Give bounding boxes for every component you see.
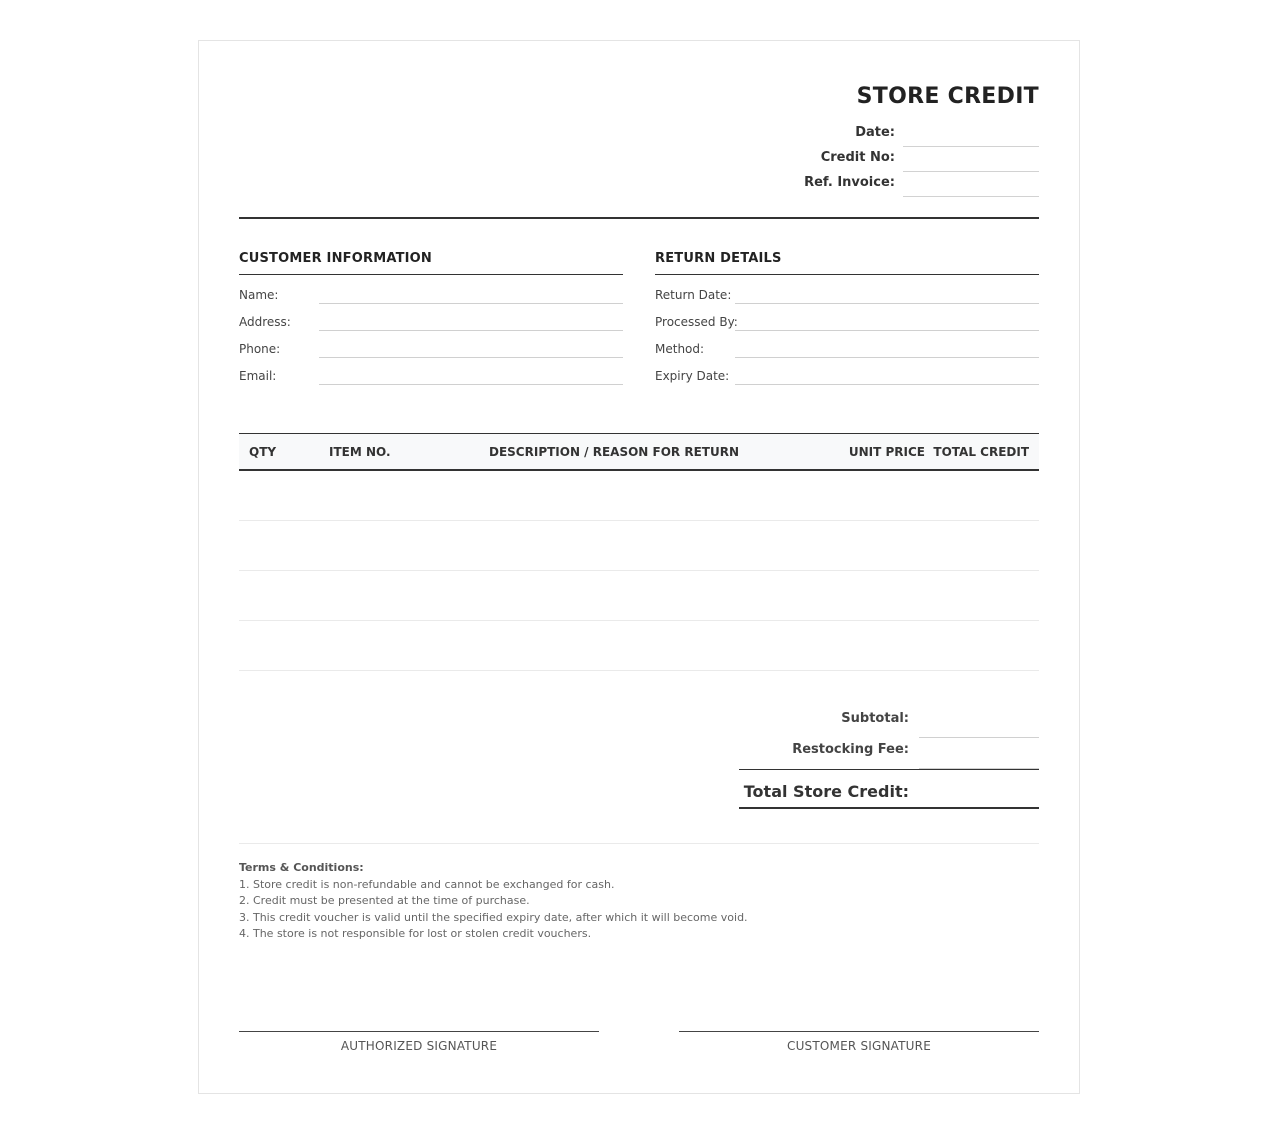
date-row — [739, 122, 1039, 147]
total-store-credit-field[interactable] — [919, 780, 1039, 800]
table-row[interactable] — [239, 521, 1039, 571]
return-details-title: RETURN DETAILS — [655, 251, 1039, 275]
customer-name-label: Name: — [239, 288, 279, 302]
return-details-section — [655, 251, 1039, 383]
terms-item: 3. This credit voucher is valid until the specified expiry date, after which it will become void. — [239, 910, 748, 924]
table-row[interactable] — [239, 571, 1039, 621]
date-label: Date: — [855, 125, 895, 140]
column-header-qty: QTY — [249, 445, 277, 459]
customer-email-field[interactable] — [319, 384, 623, 385]
column-header-total-credit: TOTAL CREDIT — [933, 445, 1029, 459]
terms-item: 1. Store credit is non-refundable and cannot be exchanged for cash. — [239, 877, 615, 891]
subtotal-label: Subtotal: — [841, 711, 909, 726]
column-header-item-no: ITEM NO. — [329, 445, 391, 459]
terms-item: 2. Credit must be presented at the time of purchase. — [239, 894, 530, 907]
ref-invoice-field[interactable] — [903, 196, 1039, 197]
terms-title: Terms & Conditions: — [239, 861, 364, 874]
return-date-label: Return Date: — [655, 288, 732, 302]
store-credit-document — [198, 40, 1080, 1094]
subtotal-row — [739, 707, 1039, 738]
processed-by-row — [655, 302, 1039, 329]
customer-signature-line[interactable] — [679, 1031, 1039, 1053]
table-row[interactable] — [239, 471, 1039, 521]
customer-phone-row — [239, 329, 623, 356]
customer-name-row — [239, 275, 623, 302]
expiry-date-label: Expiry Date: — [655, 369, 730, 383]
authorized-signature-line[interactable] — [239, 1031, 599, 1053]
column-header-description: DESCRIPTION / REASON FOR RETURN — [489, 445, 739, 459]
customer-information-title: CUSTOMER INFORMATION — [239, 251, 623, 275]
table-row[interactable] — [239, 621, 1039, 671]
document-title: STORE CREDIT — [856, 84, 1039, 109]
customer-information-section — [239, 251, 623, 383]
processed-by-label: Processed By: — [655, 315, 738, 329]
customer-email-row — [239, 356, 623, 383]
customer-phone-label: Phone: — [239, 342, 281, 356]
customer-address-row — [239, 302, 623, 329]
method-row — [655, 329, 1039, 356]
terms-divider — [239, 843, 1039, 844]
ref-invoice-row — [739, 172, 1039, 197]
credit-no-label: Credit No: — [820, 150, 895, 165]
customer-address-label: Address: — [239, 315, 291, 329]
ref-invoice-label: Ref. Invoice: — [804, 175, 895, 190]
method-label: Method: — [655, 342, 705, 356]
customer-signature-label: CUSTOMER SIGNATURE — [787, 1039, 931, 1053]
authorized-signature-label: AUTHORIZED SIGNATURE — [340, 1039, 498, 1053]
table-header — [239, 433, 1039, 471]
restocking-fee-row — [739, 738, 1039, 769]
terms-item: 4. The store is not responsible for lost or stolen credit vouchers. — [239, 927, 592, 940]
expiry-date-row — [655, 356, 1039, 383]
credit-no-row — [739, 147, 1039, 172]
customer-email-label: Email: — [239, 369, 277, 383]
header-divider — [239, 217, 1039, 219]
total-store-credit-label: Total Store Credit: — [743, 782, 909, 801]
column-header-unit-price: UNIT PRICE — [848, 445, 925, 459]
restocking-fee-label: Restocking Fee: — [792, 742, 909, 757]
expiry-date-field[interactable] — [735, 384, 1039, 385]
terms-and-conditions — [239, 860, 1039, 943]
total-store-credit-row — [739, 769, 1039, 809]
return-items-table — [239, 433, 1039, 671]
return-date-row — [655, 275, 1039, 302]
totals-block — [739, 707, 1039, 809]
